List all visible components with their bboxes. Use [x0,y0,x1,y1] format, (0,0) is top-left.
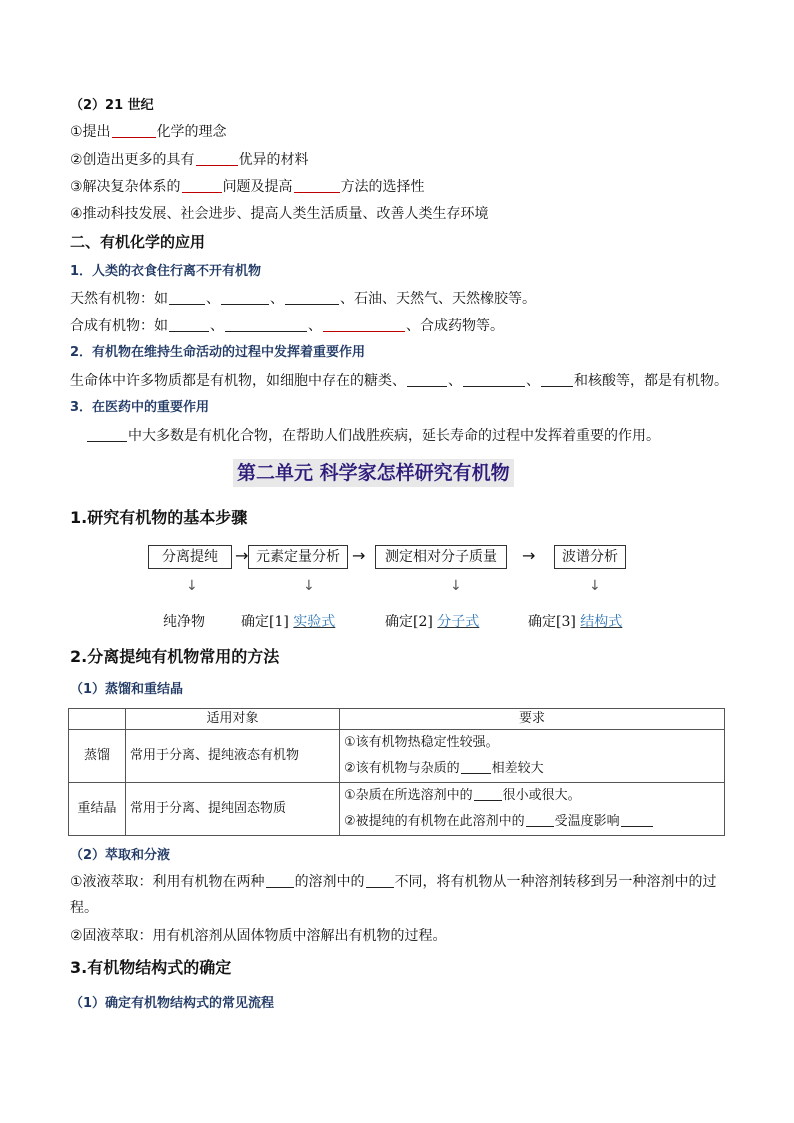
fill-blank[interactable] [366,873,394,888]
down-arrow-icon: ↓ [186,578,198,594]
fill-blank[interactable] [196,151,238,166]
fill-blank[interactable] [87,427,127,442]
right-arrow-icon: → [235,546,249,565]
table-cell: 重结晶 [69,783,126,836]
line-21-1: ①提出 化学的理念 [70,124,227,140]
fill-blank[interactable] [526,812,554,827]
table-row [69,783,725,836]
step-box-elemental-analysis: 元素定量分析 [248,545,348,569]
down-arrow-icon: ↓ [303,578,315,594]
fill-blank[interactable] [474,786,502,801]
line-21-3: ③解决复杂体系的 问题及提高 方法的选择性 [70,179,425,195]
table-cell: ①杂质在所选溶剂中的 很小或很大。 ②被提纯的有机物在此溶剂中的 受温度影响 [340,783,725,836]
step-box-separation: 分离提纯 [148,545,232,569]
table-cell: 蒸馏 [69,730,126,783]
fill-blank[interactable] [182,178,222,193]
fill-blank[interactable] [285,290,339,305]
fill-blank[interactable] [621,812,653,827]
liquid-extraction-line-cont: 程。 [70,900,98,916]
table-header: 适用对象 [126,709,340,730]
table-header-row [69,709,725,730]
fill-blank[interactable] [112,123,156,138]
result-structural-formula: 确定[3] 结构式 [528,614,623,630]
result-empirical-formula: 确定[1] 实验式 [241,614,336,630]
section-21-century-title: （2）21 世纪 [70,98,154,113]
fill-blank[interactable] [294,178,340,193]
life-organics-line: 生命体中许多物质都是有机物，如细胞中存在的糖类、 、 、 和核酸等，都是有机物。 [70,373,728,389]
step-box-spectroscopy: 波谱分析 [554,545,626,569]
down-arrow-icon: ↓ [450,578,462,594]
separation-methods-heading: 2.分离提纯有机物常用的方法 [70,647,280,666]
solid-extraction-line: ②固液萃取：用有机溶剂从固体物质中溶解出有机物的过程。 [70,928,447,944]
fill-blank[interactable] [225,317,307,332]
line-21-4: ④推动科技发展、社会进步、提高人类生活质量、改善人类生存环境 [70,206,489,222]
down-arrow-icon: ↓ [589,578,601,594]
result-pure-substance: 纯净物 [163,614,205,630]
fill-blank[interactable] [323,317,405,332]
fill-blank[interactable] [407,372,447,387]
table-row [69,730,725,783]
section-application-title: 二、有机化学的应用 [70,233,206,251]
subsection-2-title: 2．有机物在维持生命活动的过程中发挥着重要作用 [70,345,366,360]
right-arrow-icon: → [352,546,366,565]
distillation-subheading: （1）蒸馏和重结晶 [70,682,184,697]
table-header: 要求 [340,709,725,730]
table-cell: 常用于分离、提纯固态物质 [126,783,340,836]
table-cell: 常用于分离、提纯液态有机物 [126,730,340,783]
extraction-subheading: （2）萃取和分液 [70,848,171,863]
fill-blank[interactable] [461,759,491,774]
unit-2-title: 第二单元 科学家怎样研究有机物 [233,459,514,487]
fill-blank[interactable] [541,372,573,387]
table-cell: ①该有机物热稳定性较强。 ②该有机物与杂质的 相差较大 [340,730,725,783]
subsection-3-title: 3．在医药中的重要作用 [70,400,210,415]
subsection-1-title: 1．人类的衣食住行离不开有机物 [70,264,262,279]
line-21-2: ②创造出更多的具有 优异的材料 [70,152,309,168]
synthetic-organics-line: 合成有机物：如 、 、 、合成药物等。 [70,318,504,334]
fill-blank[interactable] [266,873,294,888]
step-box-molecular-mass: 测定相对分子质量 [375,545,507,569]
structure-process-subheading: （1）确定有机物结构式的常见流程 [70,996,275,1011]
fill-blank[interactable] [169,317,209,332]
result-molecular-formula: 确定[2] 分子式 [385,614,480,630]
structure-determination-heading: 3.有机物结构式的确定 [70,958,232,977]
medicine-line: 中大多数是有机化合物，在帮助人们战胜疾病，延长寿命的过程中发挥着重要的作用。 [86,426,660,446]
right-arrow-icon: → [522,546,536,565]
basic-steps-heading: 1.研究有机物的基本步骤 [70,508,248,527]
fill-blank[interactable] [463,372,525,387]
natural-organics-line: 天然有机物：如 、 、 、石油、天然气、天然橡胶等。 [70,291,536,307]
liquid-extraction-line: ①液液萃取：利用有机物在两种 的溶剂中的 不同，将有机物从一种溶剂转移到另一种溶剂中的过 [70,874,717,890]
table-header [69,709,126,730]
fill-blank[interactable] [169,290,205,305]
separation-table [68,708,725,836]
fill-blank[interactable] [221,290,269,305]
